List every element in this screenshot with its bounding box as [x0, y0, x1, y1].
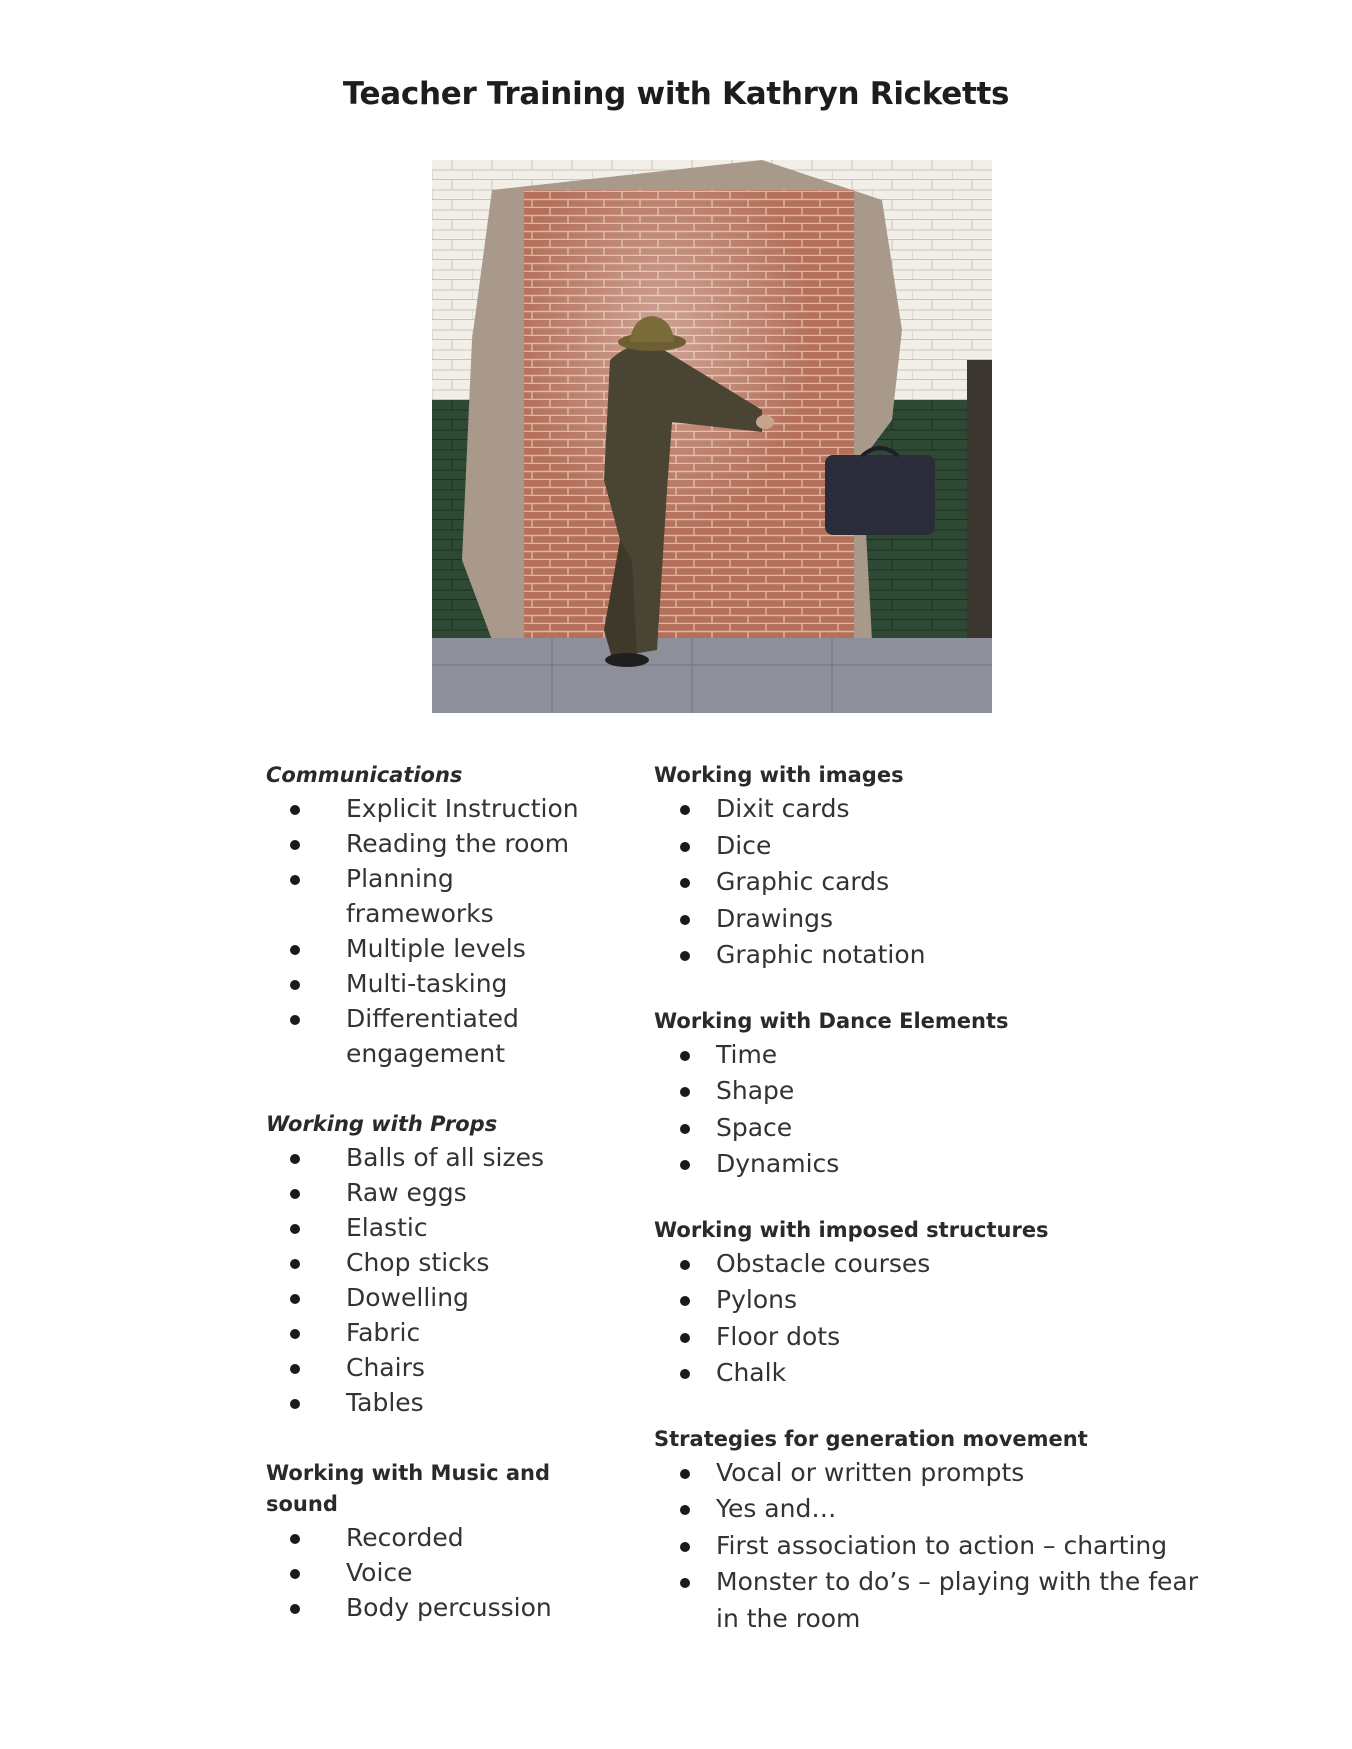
bullet-icon — [680, 1469, 690, 1479]
bullet-icon — [290, 840, 300, 850]
bullet-icon — [680, 1260, 690, 1270]
bullet-icon — [290, 875, 300, 885]
bullet-icon — [290, 1189, 300, 1199]
bullet-icon — [680, 951, 690, 961]
bullet-icon — [290, 1364, 300, 1374]
bullet-icon — [680, 1160, 690, 1170]
list-item: Multiple levels — [266, 931, 606, 966]
list-item: Chairs — [266, 1350, 606, 1385]
bullet-icon — [680, 1505, 690, 1515]
dance-heading: Working with Dance Elements — [654, 1008, 1009, 1033]
list-item: Dynamics — [654, 1146, 1214, 1183]
strategies-section — [654, 1424, 1214, 1638]
strategies-heading: Strategies for generation movement — [654, 1426, 1088, 1451]
list-item: Shape — [654, 1073, 1214, 1110]
bullet-icon — [680, 1333, 690, 1343]
list-item: Differentiated engagement — [266, 1001, 606, 1071]
bullet-icon — [680, 805, 690, 815]
bullet-icon — [290, 1399, 300, 1409]
list-item: Dice — [654, 828, 1214, 865]
images-heading: Working with images — [654, 763, 904, 787]
dance-list — [654, 1037, 1214, 1183]
list-item: Yes and… — [654, 1491, 1214, 1528]
list-item: First association to action – charting — [654, 1528, 1214, 1565]
list-item: Floor dots — [654, 1319, 1214, 1356]
bullet-icon — [290, 1015, 300, 1025]
bullet-icon — [680, 1087, 690, 1097]
bullet-icon — [290, 1604, 300, 1614]
props-section — [266, 1109, 606, 1420]
list-item: Body percussion — [266, 1590, 606, 1625]
list-item: Fabric — [266, 1315, 606, 1350]
list-item: Multi-tasking — [266, 966, 606, 1001]
bullet-icon — [290, 1294, 300, 1304]
list-item: Pylons — [654, 1282, 1214, 1319]
bullet-icon — [290, 1329, 300, 1339]
list-item: Drawings — [654, 901, 1214, 938]
bullet-icon — [680, 842, 690, 852]
list-item: Raw eggs — [266, 1175, 606, 1210]
images-list — [654, 791, 1214, 974]
communications-heading: Communications — [266, 763, 463, 787]
list-item: Tables — [266, 1385, 606, 1420]
right-column — [654, 760, 1214, 1637]
list-item: Voice — [266, 1555, 606, 1590]
list-item: Time — [654, 1037, 1214, 1074]
list-item: Chop sticks — [266, 1245, 606, 1280]
structures-heading: Working with imposed structures — [654, 1217, 1049, 1242]
bullet-icon — [680, 1124, 690, 1134]
bullet-icon — [290, 1569, 300, 1579]
list-item: Planning frameworks — [266, 861, 606, 931]
props-list — [266, 1140, 606, 1420]
bullet-icon — [290, 805, 300, 815]
list-item: Dixit cards — [654, 791, 1214, 828]
dance-section — [654, 1006, 1214, 1183]
images-section — [654, 760, 1214, 974]
bullet-icon — [680, 1051, 690, 1061]
list-item: Elastic — [266, 1210, 606, 1245]
list-item: Dowelling — [266, 1280, 606, 1315]
strategies-list — [654, 1455, 1214, 1638]
bullet-icon — [680, 1369, 690, 1379]
structures-section — [654, 1215, 1214, 1392]
bullet-icon — [290, 1224, 300, 1234]
structures-list — [654, 1246, 1214, 1392]
list-item: Balls of all sizes — [266, 1140, 606, 1175]
music-list — [266, 1520, 606, 1625]
bullet-icon — [680, 1578, 690, 1588]
list-item: Graphic cards — [654, 864, 1214, 901]
music-section — [266, 1458, 606, 1625]
bullet-icon — [680, 1296, 690, 1306]
props-heading: Working with Props — [266, 1112, 498, 1136]
list-item: Reading the room — [266, 826, 606, 861]
communications-list — [266, 791, 606, 1071]
left-column — [266, 760, 606, 1625]
list-item: Obstacle courses — [654, 1246, 1214, 1283]
bullet-icon — [290, 1154, 300, 1164]
list-item: Vocal or written prompts — [654, 1455, 1214, 1492]
list-item: Explicit Instruction — [266, 791, 606, 826]
list-item: Graphic notation — [654, 937, 1214, 974]
bullet-icon — [290, 980, 300, 990]
list-item: Space — [654, 1110, 1214, 1147]
bullet-icon — [680, 915, 690, 925]
music-heading: Working with Music and sound — [266, 1461, 551, 1516]
performer-photo — [432, 160, 992, 713]
bullet-icon — [680, 878, 690, 888]
list-item: Chalk — [654, 1355, 1214, 1392]
communications-section — [266, 760, 606, 1071]
bullet-icon — [290, 1259, 300, 1269]
bullet-icon — [680, 1542, 690, 1552]
list-item: Monster to do’s – playing with the fear in the room — [654, 1564, 1214, 1637]
list-item: Recorded — [266, 1520, 606, 1555]
page-title: Teacher Training with Kathryn Ricketts — [342, 76, 1010, 112]
bullet-icon — [290, 945, 300, 955]
bullet-icon — [290, 1534, 300, 1544]
